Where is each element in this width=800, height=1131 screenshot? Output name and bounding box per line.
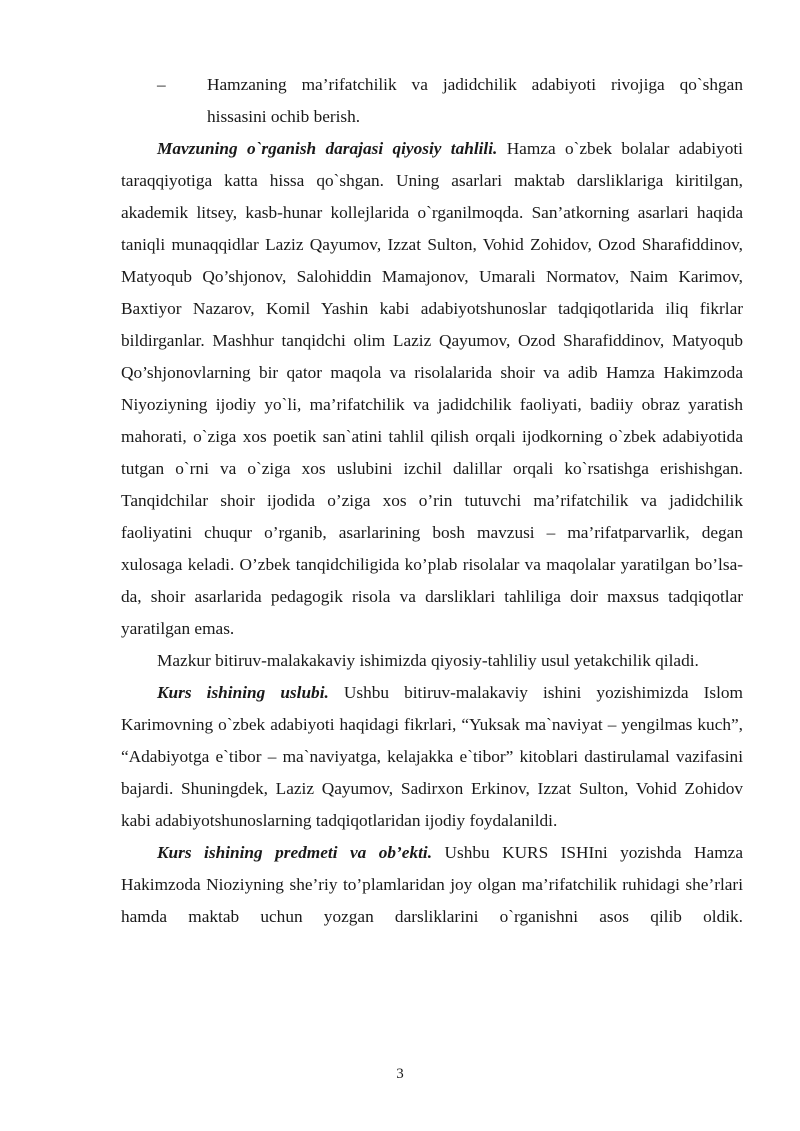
paragraph-heading: Mavzuning o`rganish darajasi qiyosiy tahlili. <box>157 139 498 158</box>
paragraph-method-note <box>121 645 743 677</box>
bullet-text: Hamzaning ma’rifatchilik va jadidchilik adabiyoti rivojiga qo`shgan hissasini ochib berish. <box>207 75 743 126</box>
bullet-dash: – <box>157 75 166 94</box>
page-number: 3 <box>396 1066 404 1082</box>
paragraph-research-level <box>121 133 743 645</box>
paragraph-heading: Kurs ishining uslubi. <box>157 683 329 702</box>
paragraph-heading: Kurs ishining predmeti va ob’ekti. <box>157 843 433 862</box>
paragraph-text: Hamza o`zbek bolalar adabiyoti taraqqiyotiga katta hissa qo`shgan. Uning asarlari maktab darsliklariga kiritilgan, akademik litsey, kasb-hunar kollejlarida o`rganilmoqda. San’atkorning asarlari haqida taniqli munaqqidlar Laziz Qayumov, Izzat Sulton, Vohid Zohidov, Ozod Sharafiddinov, Matyoqub Qo’shjonov, Salohiddin Mamajonov, Umarali Normatov, Naim Karimov, Baxtiyor Nazarov, Komil Yashin kabi adabiyotshunoslar tadqiqotlarida iliq fikrlar bildirganlar. Mashhur tanqidchi olim Laziz Qayumov, Ozod Sharafiddinov, Matyoqub Qo’shjonovlarning bir qator maqola va risolalarida shoir va adib Hamza Hakimzoda Niyoziyning ijodiy yo`li, ma’rifatchilik va jadidchilik faoliyati, badiiy obraz yaratish mahorati, o`ziga xos poetik san`atini tahlil qilish orqali ijodkorning o`zbek adabiyotida tutgan o`rni va o`ziga xos uslubini izchil dalillar orqali ko`rsatishga erishishgan. Tanqidchilar shoir ijodida o’ziga xos o’rin tutuvchi ma’rifatchilik va jadidchilik faoliyatini chuqur o’rganib, asarlarining bosh mavzusi – ma’rifatparvarlik, degan xulosaga keladi. O’zbek tanqidchiligida ko’plab risolalar va maqolalar yaratilgan bo’lsa-da, shoir asarlarida pedagogik risola va darsliklari tahliliga doir maxsus tadqiqotlar yaratilgan emas. <box>121 139 743 638</box>
paragraph-text: Ushbu KURS ISHIni yozishda Hamza Hakimzoda Nioziyning she’riy to’plamlaridan joy olgan ma’rifatchilik ruhidagi she’rlari hamda maktab uchun yozgan darsliklarini o`rganishni asos qilib oldik. <box>121 843 743 926</box>
bullet-item <box>121 69 743 133</box>
paragraph-style <box>121 677 743 837</box>
page-body <box>121 69 743 933</box>
paragraph-subject-object <box>121 837 743 933</box>
paragraph-text: Ushbu bitiruv-malakaviy ishini yozishimizda Islom Karimovning o`zbek adabiyoti haqidagi fikrlari, “Yuksak ma`naviyat – yengilmas kuch”, “Adabiyotga e`tibor – ma`naviyatga, kelajakka e`tibor” kitoblari dastirulamal vazifasini bajardi. Shuningdek, Laziz Qayumov, Sadirxon Erkinov, Izzat Sulton, Vohid Zohidov kabi adabiyotshunoslarning tadqiqotlaridan ijodiy foydalanildi. <box>121 683 743 830</box>
paragraph-text: Mazkur bitiruv-malakakaviy ishimizda qiyosiy-tahliliy usul yetakchilik qiladi. <box>157 651 699 670</box>
